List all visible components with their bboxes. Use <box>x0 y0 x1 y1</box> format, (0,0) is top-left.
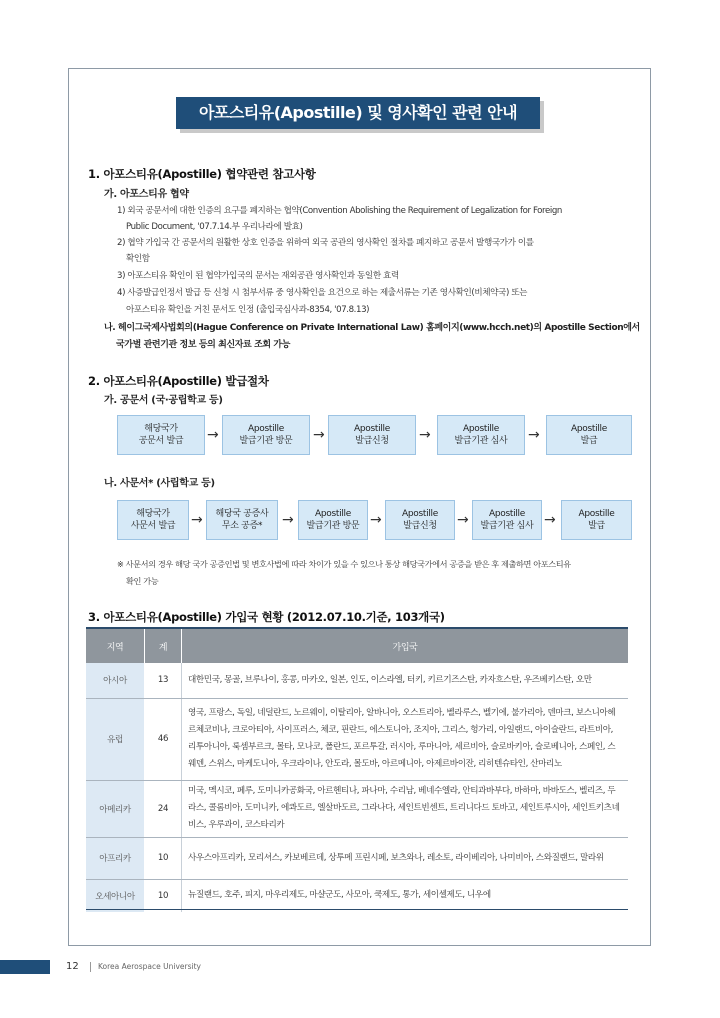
flow-b-step-5 <box>472 500 542 540</box>
flow-a-step-3 <box>328 415 416 455</box>
flow-b-step-3 <box>298 500 368 540</box>
flow-b-step-3-line1: Apostille <box>315 509 351 519</box>
table-bottom-rule <box>86 909 628 910</box>
flow-b-arrow-1: → <box>191 512 203 528</box>
section1-item-2b: 확인함 <box>126 254 150 264</box>
section1-sub-b-line2: 국가별 관련기관 정보 등의 최신자료 조회 가능 <box>116 340 290 350</box>
flow-a-step-5-line1: Apostille <box>571 424 607 434</box>
flow-b-step-6 <box>561 500 632 540</box>
countries-cell: 미국, 멕시코, 페루, 도미니카공화국, 아르헨티나, 파나마, 수리남, 베네수엘라, 안티과바부다, 바하마, 바바도스, 벨리즈, 두라스, 콜롬비아, 도미니카, 에콰도르, 엘살바도르, 그라나다, 세인트빈센트, 트리니다드 토바고, 세인트루시아, 세인트키츠네비스, 우루과이, 코스타리카 <box>182 780 629 837</box>
countries-cell: 사우스아프리카, 모리셔스, 카보베르데, 상투메 프린시페, 보츠와나, 레소토, 라이베리아, 나미비아, 스와질랜드, 말라위 <box>182 837 629 879</box>
section1-sub-a: 가. 아포스티유 협약 <box>104 189 189 200</box>
section1-item-2a: 2) 협약 가입국 간 공문서의 원활한 상호 인증을 위하여 외국 공관의 영사확인 절차를 폐지하고 공문서 발행국가가 이를 <box>117 238 534 248</box>
flow-a-step-4-line2: 발급기관 심사 <box>454 436 508 446</box>
flow-a-step-3-line2: 발급신청 <box>355 436 389 446</box>
flow-a-step-4-line1: Apostille <box>463 424 499 434</box>
section2-note-line2: 확인 가능 <box>126 576 159 586</box>
flow-b-step-5-line2: 발급기관 심사 <box>480 521 534 531</box>
section1-item-3: 3) 아포스티유 확인이 된 협약가입국의 문서는 재외공관 영사확인과 동일한 효력 <box>117 271 399 281</box>
table-row <box>86 879 628 912</box>
footer-separator <box>90 962 91 972</box>
section2-sub-b: 나. 사문서* (사립학교 등) <box>104 478 215 489</box>
flow-a-step-4 <box>437 415 525 455</box>
region-cell: 유럽 <box>86 698 145 780</box>
flow-b-step-4 <box>385 500 455 540</box>
flow-a-step-5 <box>546 415 632 455</box>
page-title: 아포스티유(Apostille) 및 영사확인 관련 안내 <box>176 97 540 129</box>
section1-heading: 1. 아포스티유(Apostille) 협약관련 참고사항 <box>88 167 316 181</box>
flow-a-arrow-1: → <box>207 427 219 443</box>
section1-item-4a: 4) 사증발급인정서 발급 등 신청 시 첨부서류 중 영사확인을 요건으로 하는 제출서류는 기존 영사확인(비체약국) 또는 <box>117 288 528 298</box>
flow-a-step-2-line2: 발급기관 방문 <box>239 436 293 446</box>
section2-sub-a: 가. 공문서 (국·공립학교 등) <box>104 395 223 406</box>
flow-b-arrow-3: → <box>370 512 382 528</box>
region-cell: 아메리카 <box>86 780 145 837</box>
header-count: 계 <box>145 629 182 663</box>
section2-heading: 2. 아포스티유(Apostille) 발급절차 <box>88 374 269 388</box>
flow-b-step-1-line2: 사문서 발급 <box>130 521 176 531</box>
count-cell: 10 <box>145 837 182 879</box>
flow-b-step-4-line1: Apostille <box>402 509 438 519</box>
flow-b-step-2 <box>206 500 278 540</box>
region-cell: 아시아 <box>86 663 145 698</box>
countries-cell: 영국, 프랑스, 독일, 네덜란드, 노르웨이, 이탈리아, 알바니아, 오스트리아, 벨라루스, 벨기에, 불가리아, 덴마크, 보스니아헤르체코비나, 크로아티아, 사이프러스, 체코, 핀란드, 에스토니아, 조지아, 그리스, 헝가리, 아일랜드, 아이슬란드, 라트비아, 리투아니아, 룩셈부르크, 몰타, 모나코, 폴란드, 포르투갈, 러시아, 루마니아, 세르비아, 슬로바키아, 슬로베니아, 스페인, 스웨덴, 스위스, 마케도니아, 우크라이나, 안도라, 몰도바, 아르메니아, 아제르바이잔, 리히텐슈타인, 산마리노 <box>182 698 629 780</box>
section1-sub-b-line1: 나. 헤이그국제사법회의(Hague Conference on Private International Law) 홈페이지(www.hcch.net)의 Apostille Section에서 <box>104 323 640 333</box>
flow-a-step-2 <box>222 415 310 455</box>
footer-university: Korea Aerospace University <box>98 962 201 971</box>
countries-cell: 뉴질랜드, 호주, 피지, 마우리제도, 마샬군도, 사모아, 쿡제도, 통가, 세이셀제도, 니우에 <box>188 890 491 901</box>
flow-a-step-1-line1: 해당국가 <box>144 424 178 434</box>
flow-b-step-6-line1: Apostille <box>578 509 615 519</box>
flow-a-step-1 <box>117 415 205 455</box>
region-cell: 오세아니아 <box>86 879 145 912</box>
table-row <box>86 780 628 837</box>
member-countries-table <box>86 629 628 912</box>
section2-note-line1: ※ 사문서의 경우 해당 국가 공증인법 및 변호사법에 따라 차이가 있을 수 있으나 통상 해당국가에서 공증을 받은 후 제출하면 아포스티유 <box>117 559 571 569</box>
flow-b-step-5-line1: Apostille <box>489 509 525 519</box>
section1-item-1a: 1) 외국 공문서에 대한 인증의 요구를 폐지하는 협약(Convention Abolishing the Requirement of Legalization for Foreign <box>117 206 562 216</box>
flow-b-arrow-5: → <box>544 512 556 528</box>
flow-a-step-2-line1: Apostille <box>248 424 284 434</box>
flow-b-step-1 <box>117 500 189 540</box>
flow-a-step-3-line1: Apostille <box>354 424 390 434</box>
flow-b-step-1-line1: 해당국가 <box>136 509 170 519</box>
count-cell: 24 <box>145 780 182 837</box>
table-header-row <box>86 629 628 663</box>
flow-a-arrow-3: → <box>419 427 431 443</box>
section1-item-4b: 아포스티유 확인을 거친 문서도 인정 (출입국심사과-8354, '07.8.13) <box>126 305 370 315</box>
section1-item-1b: Public Document, '07.7.14.부 우리나라에 발효) <box>126 222 303 232</box>
flow-b-step-2-line1: 해당국 공증사 <box>215 509 269 519</box>
flow-b-step-2-line2: 무소 공증* <box>221 521 263 531</box>
footer-accent-bar <box>0 960 50 974</box>
flow-b-step-6-line2: 발급 <box>588 521 605 531</box>
flow-b-step-3-line2: 발급기관 방문 <box>306 521 360 531</box>
table-row <box>86 698 628 780</box>
flow-b-step-4-line2: 발급신청 <box>403 521 437 531</box>
flow-b-arrow-2: → <box>282 512 294 528</box>
header-countries: 가입국 <box>182 629 629 663</box>
count-cell: 10 <box>145 879 182 912</box>
flow-b-arrow-4: → <box>457 512 469 528</box>
flow-a-step-1-line2: 공문서 발급 <box>138 436 184 446</box>
region-cell: 아프리카 <box>86 837 145 879</box>
flow-a-arrow-4: → <box>528 427 540 443</box>
count-cell: 46 <box>145 698 182 780</box>
page-number: 12 <box>66 961 79 972</box>
count-cell: 13 <box>145 663 182 698</box>
header-region: 지역 <box>86 629 145 663</box>
flow-a-step-5-line2: 발급 <box>580 436 598 446</box>
countries-cell: 대한민국, 몽골, 브루나이, 홍콩, 마카오, 일본, 인도, 이스라엘, 터키, 키르기즈스탄, 카자흐스탄, 우즈베키스탄, 오만 <box>182 663 629 698</box>
table-row <box>86 663 628 698</box>
section3-heading: 3. 아포스티유(Apostille) 가입국 현황 (2012.07.10.기준, 103개국) <box>88 610 445 624</box>
flow-a-arrow-2: → <box>313 427 325 443</box>
table-row <box>86 837 628 879</box>
